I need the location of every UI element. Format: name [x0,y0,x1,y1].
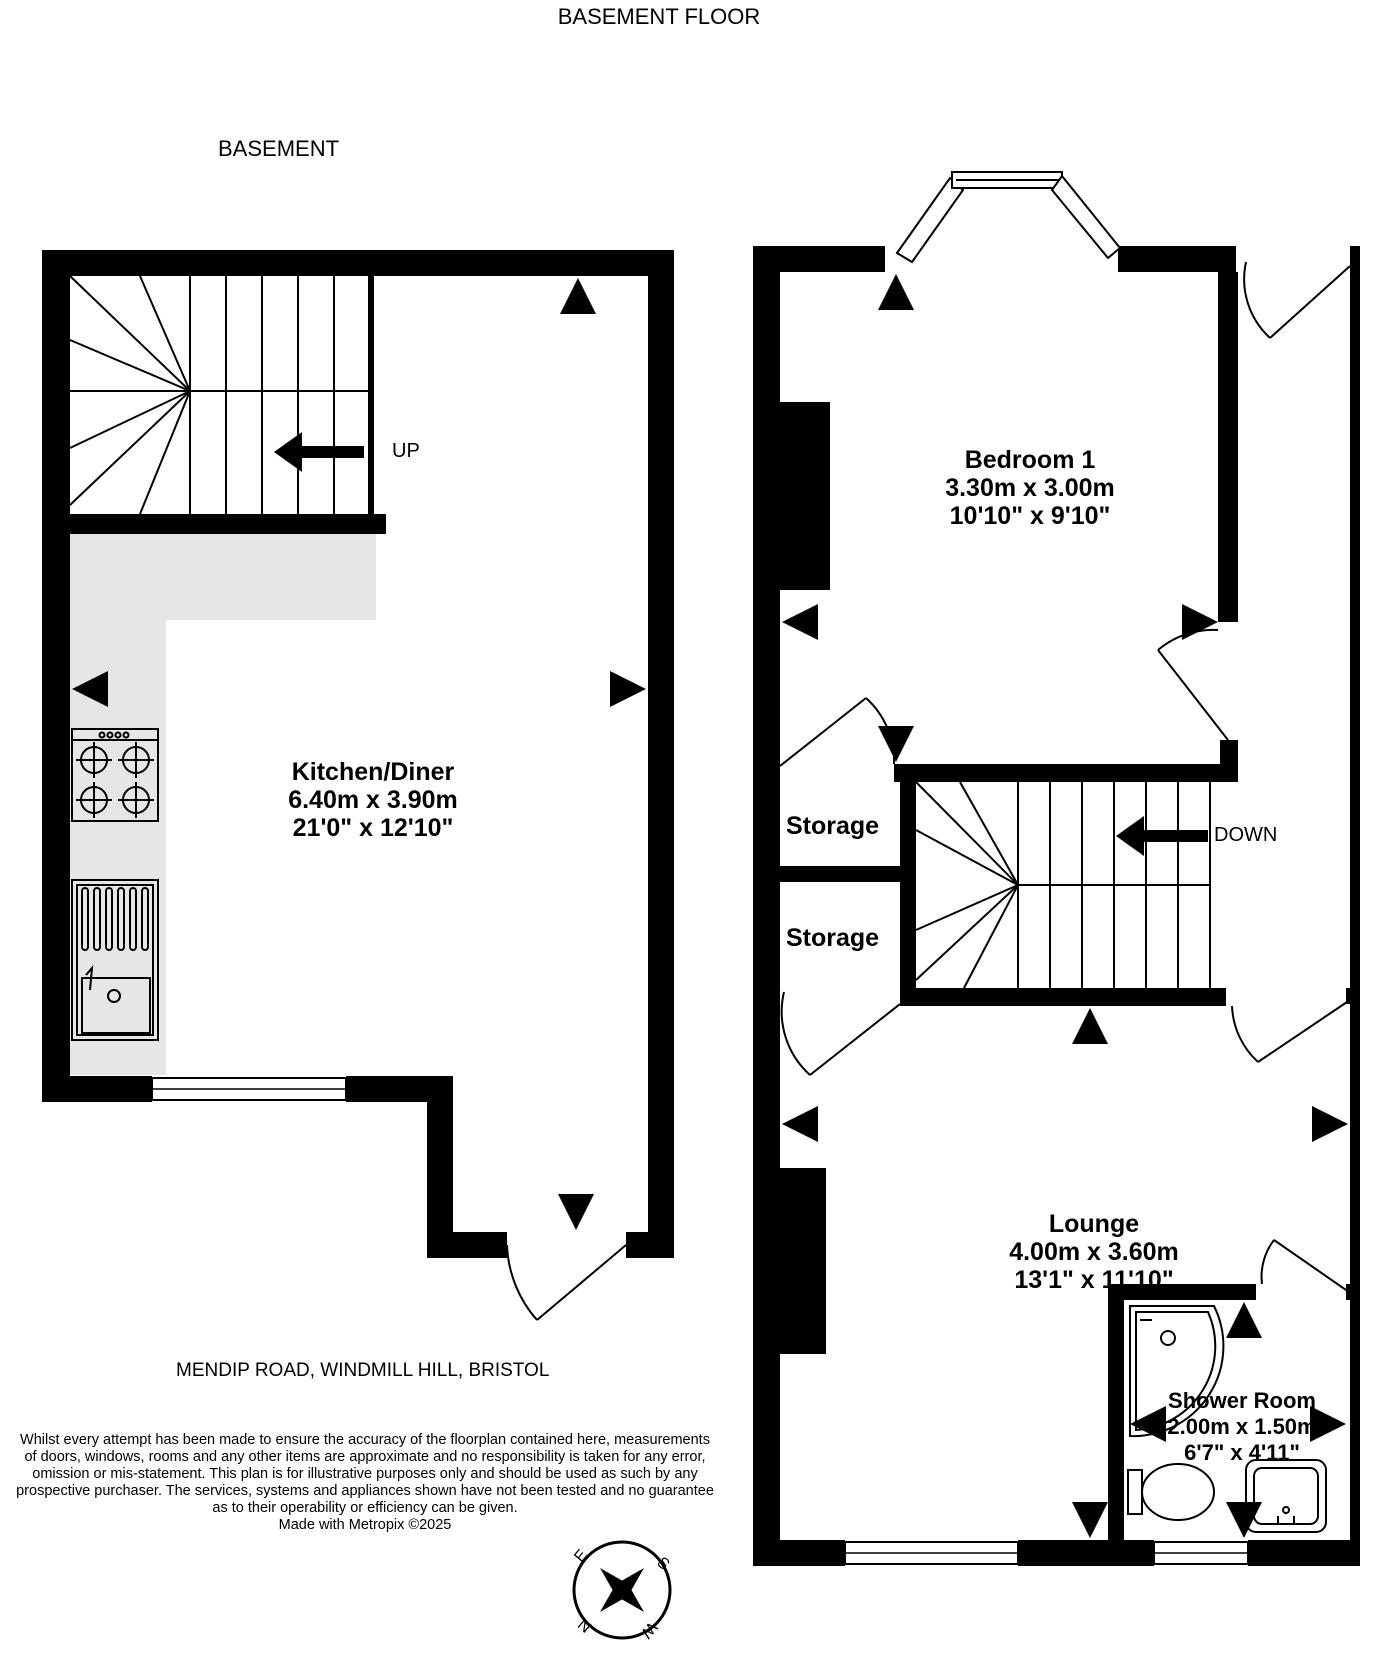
staircase-up [70,276,370,514]
bay-window [897,172,1120,262]
stair-up-label: UP [392,440,420,462]
staircase-down [916,782,1210,988]
level-label: BASEMENT [218,136,340,161]
kitchen-back-door [507,1245,626,1320]
disclaimer-line: omission or mis-statement. This plan is for illustrative purposes only and should be used as such by any [32,1466,698,1482]
disclaimer-line: of doors, windows, rooms and any other items are approximate and no responsibility is taken for any error, [24,1449,706,1465]
compass-letter-w: W [637,1618,660,1642]
lounge-window [845,1542,1018,1564]
shower-metric: 2.00m x 1.50m [1167,1414,1317,1439]
disclaimer-line: as to their operability or efficiency can be given. [212,1500,518,1516]
floor-title [0,4,1384,30]
bedroom-name: Bedroom 1 [964,446,1096,474]
shower-window [1154,1542,1248,1564]
floor-title-text: BASEMENT FLOOR [557,4,761,29]
right-walls [753,246,1360,1566]
bedroom-imperial: 10'10" x 9'10" [949,502,1111,530]
chimney-breast-bedroom [780,402,830,590]
lounge-name: Lounge [1048,1210,1140,1238]
disclaimer-line: Whilst every attempt has been made to ensure the accuracy of the floorplan contained here, measurements [20,1432,710,1448]
shower-name: Shower Room [1168,1388,1316,1413]
lounge-imperial: 13'1" x 11'10" [1014,1266,1174,1294]
kitchen-imperial: 21'0" x 12'10" [292,814,454,842]
toilet-icon [1128,1464,1214,1520]
bedroom-label [880,446,1180,530]
kitchen-metric: 6.40m x 3.90m [288,786,458,814]
disclaimer-line: prospective purchaser. The services, systems and appliances shown have not been tested and no guarantee [16,1483,714,1499]
chimney-breast-lounge [780,1168,826,1354]
compass-letter-e: E [571,1546,592,1566]
upper-unit-plan [753,172,1360,1566]
stair-down-label: DOWN [1214,824,1278,846]
lounge-label [944,1210,1244,1294]
compass-letter-s: S [653,1554,673,1574]
compass-letter-n: N [575,1614,596,1636]
storage-label-2: Storage [786,924,880,952]
stair-down-arrow [1116,816,1208,856]
shower-room-label [1152,1388,1332,1466]
lounge-metric: 4.00m x 3.60m [1009,1238,1179,1266]
storage-label-1: Storage [786,812,880,840]
bedroom-metric: 3.30m x 3.00m [945,474,1115,502]
kitchen-name: Kitchen/Diner [291,758,455,786]
compass-icon [571,1542,672,1642]
property-address: MENDIP ROAD, WINDMILL HILL, BRISTOL [176,1360,550,1381]
stair-up-arrow [274,432,364,472]
disclaimer [0,1432,730,1534]
kitchen-window [152,1078,346,1100]
metropix-credit: Made with Metropix ©2025 [278,1517,452,1533]
kitchen-label [228,758,518,842]
shower-imperial: 6'7" x 4'11" [1184,1440,1300,1465]
basin-icon [1246,1460,1326,1532]
